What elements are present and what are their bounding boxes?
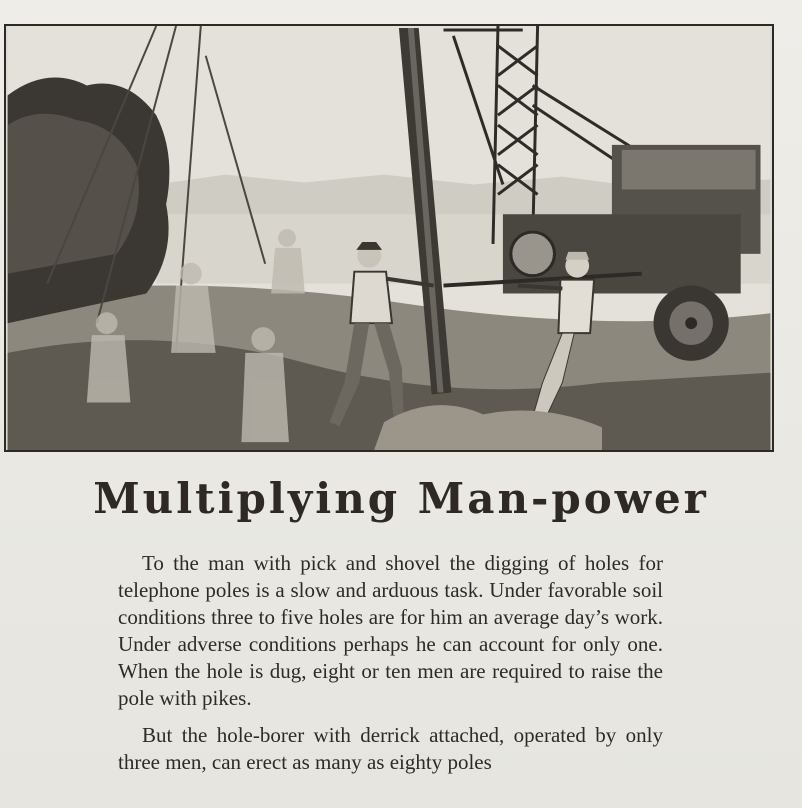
- body-paragraph: To the man with pick and shovel the digging of holes for telephone poles is a slow and arduous task. Under favorable soil conditions three to five holes are for him an average day’s work. Under adverse conditions perhaps he can account for only one. When the hole is dug, eight or ten men are required to raise the pole with pikes.: [118, 551, 663, 710]
- pole-raising-scene: [6, 26, 772, 450]
- body-paragraph: But the hole-borer with derrick attached, operated by only three men, can erect as many as eighty poles: [118, 723, 663, 774]
- article-headline: Multiplying Man-power: [93, 474, 709, 523]
- engraving-illustration: [4, 24, 774, 452]
- article-body: [118, 550, 663, 786]
